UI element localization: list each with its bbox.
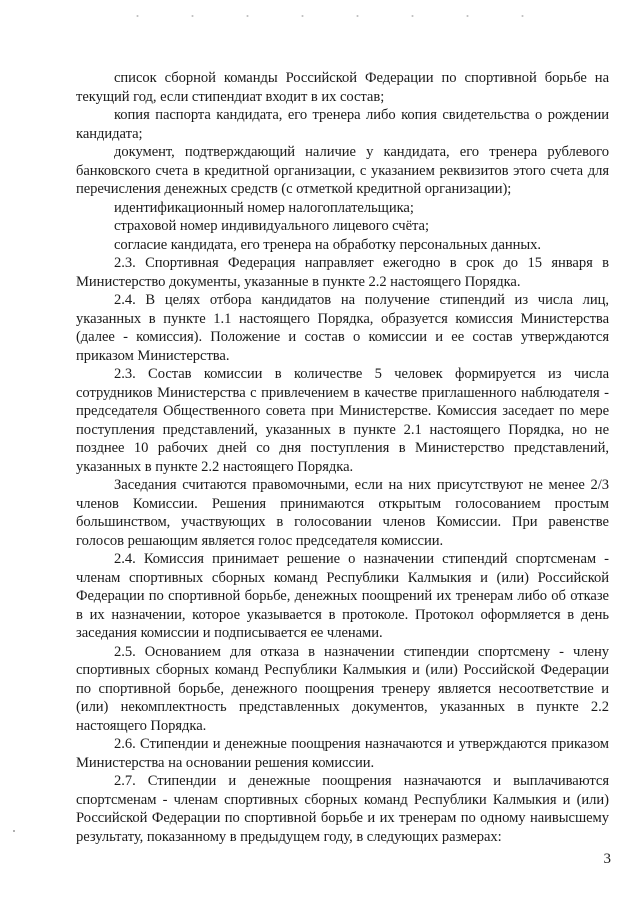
paragraph-clause-2-5-refusal: 2.5. Основанием для отказа в назначении стипендии спортсмену - члену спортивных сборных команд Республики Калмыкия и (или) Российской Федерации по спортивной борьбе, денежного поощрения тренеру является несоответствие и (или) некомплектность представленных документов, указанных в пункте 2.2 настоящего Порядка. [76, 643, 609, 734]
scan-artifact-dots [110, 14, 550, 18]
paragraph-clause-2-4-decision: 2.4. Комиссия принимает решение о назначении стипендий спортсменам - членам спортивных сборных команд Республики Калмыкия и (или) Российской Федерации по спортивной борьбе, денежных поощрений их тренерам либо об отказе в их назначении, которое указывается в протоколе. Протокол оформляется в день заседания комиссии и подписывается ее членами. [76, 551, 609, 641]
paragraph-item-team-list: список сборной команды Российской Федерации по спортивной борьбе на текущий год, если стипендиат входит в их состав; [76, 70, 609, 105]
paragraph-item-passport: копия паспорта кандидата, его тренера либо копия свидетельства о рождении кандидата; [76, 107, 609, 142]
document-body [76, 69, 609, 846]
page-number: 3 [603, 851, 611, 867]
paragraph-quorum: Заседания считаются правомочными, если на них присутствуют не менее 2/3 членов Комиссии. Решения принимаются открытым голосованием простым большинством, участвующих в голосовании членов Комиссии. При равенстве голосов решающим является голос председателя комиссии. [76, 477, 609, 549]
paragraph-clause-2-4-commission: 2.4. В целях отбора кандидатов на получение стипендий из числа лиц, указанных в пункте 1.1 настоящего Порядка, образуется комиссия Министерства (далее - комиссия). Положение и состав о комиссии и ее состав утверждаются приказом Министерства. [76, 292, 609, 364]
paragraph-item-consent: согласие кандидата, его тренера на обработку персональных данных. [114, 236, 541, 253]
scan-artifact-speck [13, 830, 15, 832]
paragraph-item-snils: страховой номер индивидуального лицевого счёта; [114, 218, 429, 234]
paragraph-item-bank-account: документ, подтверждающий наличие у кандидата, его тренера рублевого банковского счета в кредитной организации, с указанием реквизитов этого счета для перечисления денежных средств (с отметкой кредитной организации); [76, 144, 609, 197]
paragraph-item-inn: идентификационный номер налогоплательщика; [114, 199, 414, 216]
paragraph-clause-2-3-composition: 2.3. Состав комиссии в количестве 5 человек формируется из числа сотрудников Министерства с привлечением в качестве приглашенного наблюдателя - председателя Общественного совета при Министерстве. Комиссия заседает по мере поступления представлений, указанных в пункте 2.1 настоящего Порядка, но не позднее 10 рабочих дней со дня поступления в Министерство представлений, указанных в пункте 2.2 настоящего Порядка. [76, 366, 609, 475]
paragraph-clause-2-3-deadline: 2.3. Спортивная Федерация направляет ежегодно в срок до 15 января в Министерство документы, указанные в пункте 2.2 настоящего Порядка. [76, 255, 609, 290]
paragraph-clause-2-7-amounts: 2.7. Стипендии и денежные поощрения назначаются и выплачиваются спортсменам - членам спортивных сборных команд Республики Калмыкия и (или) Российской Федерации по спортивной борьбе и их тренерам по одному наивысшему результату, показанному в предыдущем году, в следующих размерах: [76, 773, 609, 845]
paragraph-clause-2-6-approval: 2.6. Стипендии и денежные поощрения назначаются и утверждаются приказом Министерства на основании решения комиссии. [76, 736, 609, 771]
